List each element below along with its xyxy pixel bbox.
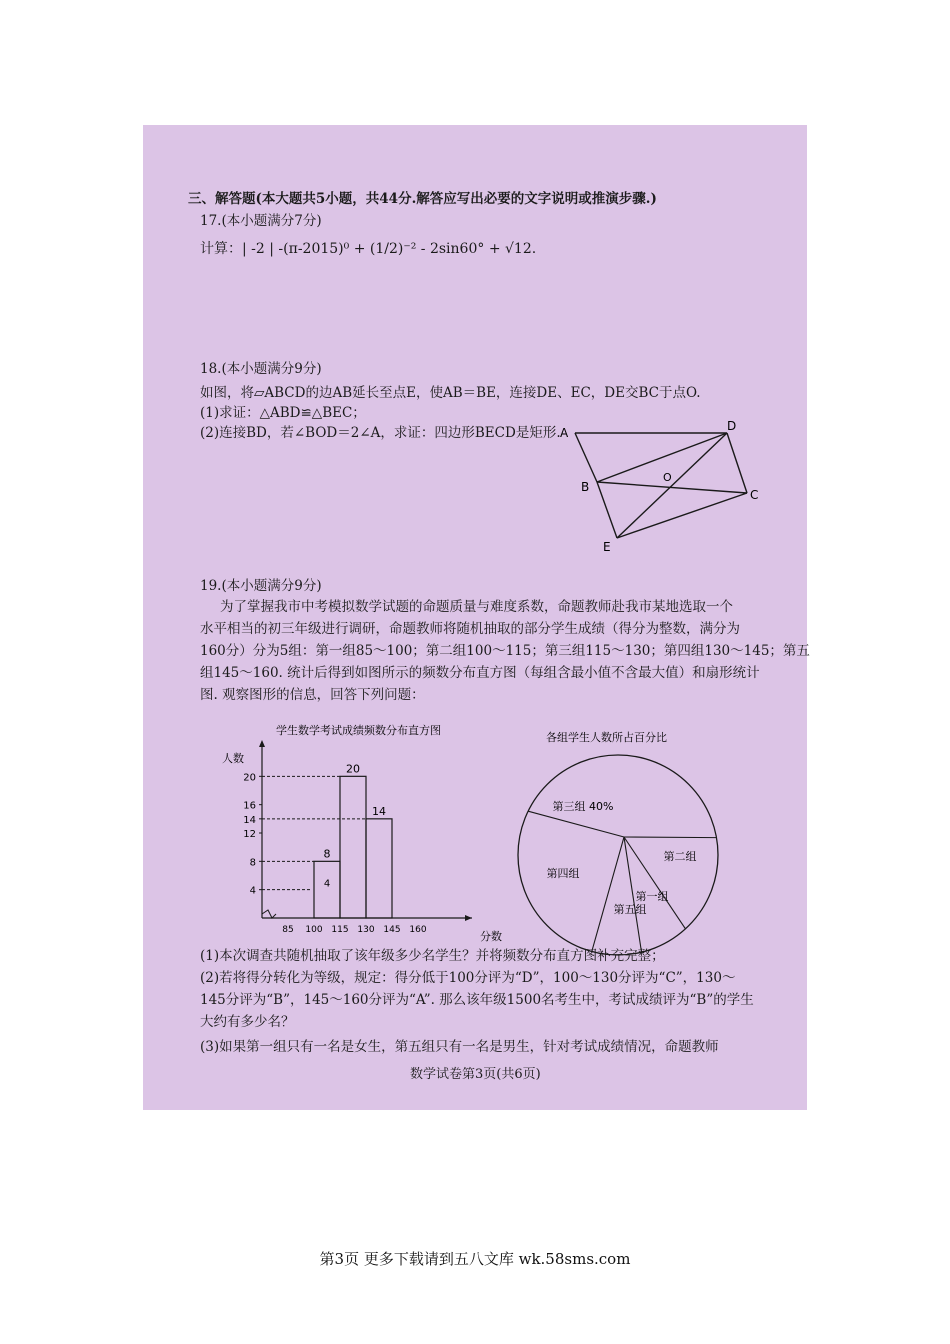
q19-line: 160分）分为5组：第一组85～100；第二组100～115；第三组115～130；第四组130～145；第五 [200, 643, 810, 659]
x-tick-label: 130 [357, 925, 375, 935]
q18-part2: (2)连接BD，若∠BOD＝2∠A，求证：四边形BECD是矩形. [200, 425, 561, 441]
pie-slice-label: 第四组 [546, 867, 580, 880]
x-axis-arrow [465, 915, 472, 921]
x-tick-label: 145 [383, 925, 401, 935]
x-tick-label: 160 [409, 925, 427, 935]
axis-break [262, 910, 276, 918]
q19-sub2-line2: 145分评为“B”，145～160分评为“A”. 那么该年级1500名考生中，考试成绩评为“B”的学生 [200, 992, 754, 1008]
histogram-title: 学生数学考试成绩频数分布直方图 [276, 724, 441, 737]
label-E: E [603, 540, 611, 554]
pie-slice-label: 第一组 [635, 890, 669, 903]
pie-slice-edge [592, 837, 624, 952]
bar-value-label: 8 [323, 847, 331, 861]
pie-slice-edge [528, 811, 624, 837]
label-D: D [727, 419, 737, 433]
segment-BD [597, 433, 727, 482]
pie-slice-edge [624, 837, 716, 838]
segment-EC [617, 493, 747, 538]
bar-value-label: 20 [346, 762, 360, 776]
y-tick-label: 14 [243, 814, 256, 826]
y-tick-label: 12 [243, 829, 256, 840]
pie-chart [510, 725, 760, 965]
bar-value-label: 4 [323, 878, 331, 890]
q19-line: 为了掌握我市中考模拟数学试题的命题质量与难度系数，命题教师赴我市某地选取一个 [220, 599, 733, 615]
section-heading: 三、解答题(本大题共5小题，共44分.解答应写出必要的文字说明或推演步骤.) [188, 191, 657, 207]
q19-sub1: (1)本次调查共随机抽取了该年级多少名学生？并将频数分布直方图补充完整； [200, 948, 665, 964]
label-B: B [581, 480, 590, 494]
x-tick-label: 85 [282, 925, 294, 935]
segment-DE [617, 433, 727, 538]
pie-slice-label: 第三组 40% [552, 800, 614, 813]
q19-line: 组145～160. 统计后得到如图所示的频数分布直方图（每组含最小值不含最大值）和扇形统计 [200, 665, 760, 681]
histogram-chart [210, 718, 510, 948]
q19-line: 水平相当的初三年级进行调研，命题教师将随机抽取的部分学生成绩（得分为整数，满分为 [200, 621, 740, 637]
q19-sub2-line3: 大约有多少名？ [200, 1014, 295, 1030]
q18-geometry-figure [555, 415, 775, 555]
exam-page-number: 数学试卷第3页(共6页) [410, 1067, 541, 1082]
y-tick-label: 16 [243, 800, 256, 812]
q19-sub3: (3)如果第一组只有一名是女生，第五组只有一名是男生，针对考试成绩情况，命题教师 [200, 1039, 719, 1055]
q19-sub2-line1: (2)若将得分转化为等级，规定：得分低于100分评为“D”，100～130分评为“C”，130～ [200, 970, 736, 986]
page-footer: 第3页 更多下载请到五八文库 wk.58sms.com [319, 1250, 631, 1268]
y-tick-label: 8 [249, 857, 256, 869]
q17-expression: 计算：| -2 | -(π-2015)⁰ + (1/2)⁻² - 2sin60° + √12. [200, 241, 537, 257]
q19-line: 图. 观察图形的信息，回答下列问题： [200, 687, 425, 703]
pie-slice-label: 第二组 [663, 850, 697, 863]
y-tick-label: 4 [249, 885, 256, 897]
x-tick-label: 115 [331, 925, 349, 935]
histogram-ylabel: 人数 [222, 752, 244, 765]
q18-part1: (1)求证：△ABD≌△BEC； [200, 405, 366, 421]
y-axis-arrow [259, 740, 265, 747]
label-A: A [560, 426, 569, 440]
label-C: C [750, 488, 759, 502]
q18-intro: 如图，将▱ABCD的边AB延长至点E，使AB＝BE，连接DE、EC，DE交BC于点O. [200, 385, 701, 401]
x-tick-label: 100 [305, 925, 323, 935]
y-tick-label: 20 [243, 772, 256, 784]
pie-title: 各组学生人数所占百分比 [546, 731, 667, 744]
segment-DC [727, 433, 747, 493]
histogram-xlabel: 分数 [480, 930, 502, 943]
segment-BC [597, 482, 747, 493]
bar-value-label: 14 [372, 804, 386, 818]
label-O: O [663, 471, 672, 484]
pie-slice-label: 第五组 [613, 903, 647, 916]
segment-AB [575, 433, 597, 482]
q18-title: 18.(本小题满分9分) [200, 361, 322, 377]
q17-title: 17.(本小题满分7分) [200, 213, 322, 229]
histogram-bar [340, 776, 366, 918]
segment-BE [597, 482, 617, 538]
histogram-bar [366, 819, 392, 918]
q19-title: 19.(本小题满分9分) [200, 578, 322, 594]
